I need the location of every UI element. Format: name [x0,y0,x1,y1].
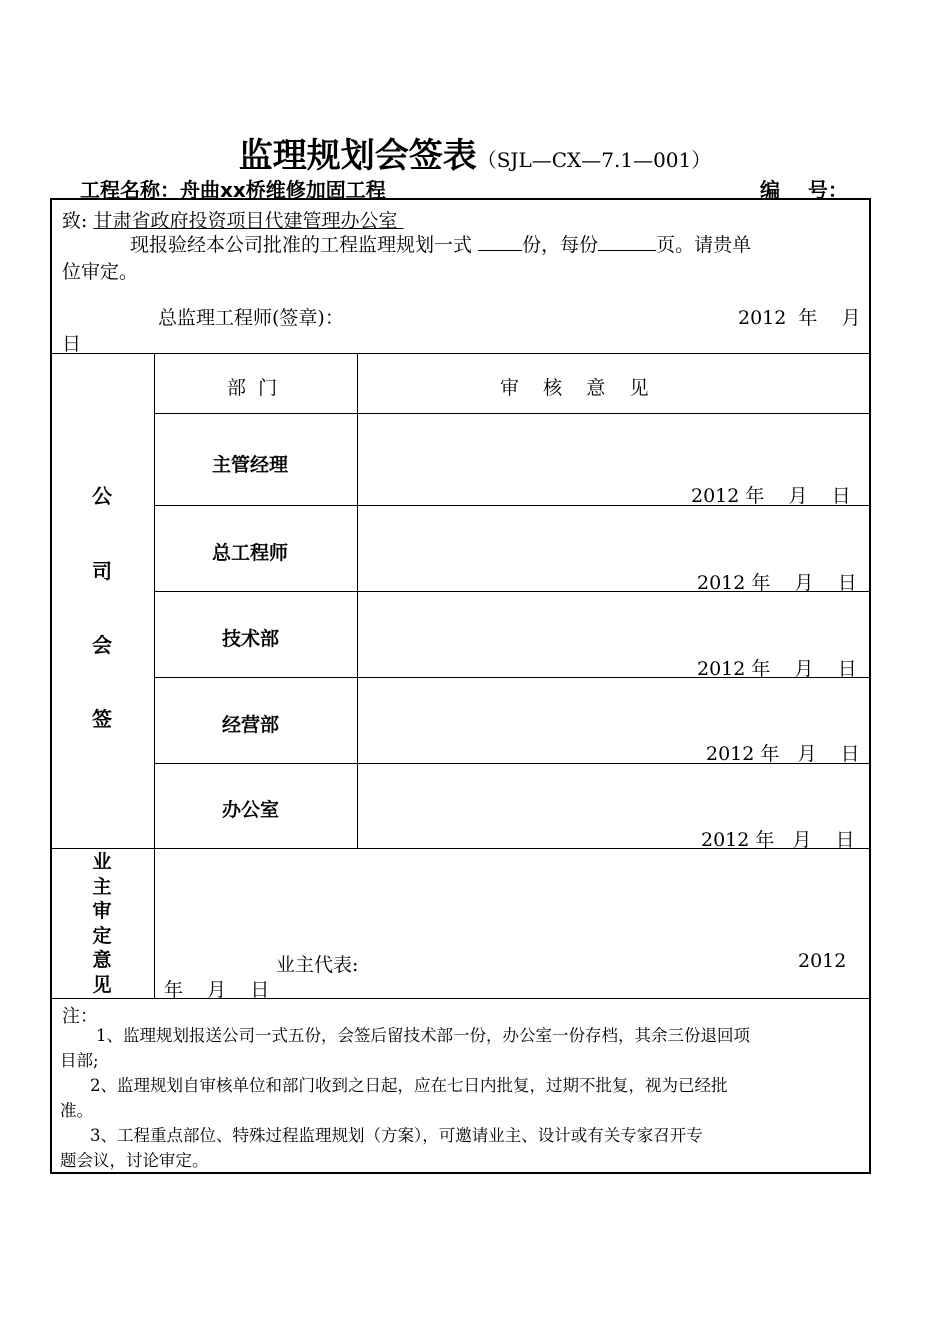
dept-name: 技术部 [222,628,280,650]
request-copies-suffix: 份，每份 [522,234,599,256]
note-item: 3、工程重点部位、特殊过程监理规划（方案），可邀请业主、设计或有关专家召开专 [90,1126,703,1145]
note-item: 1、监理规划报送公司一式五份，会签后留技术部一份，办公室一份存档，其余三份退回项 [96,1026,750,1045]
divider [357,353,358,848]
owner-section-label: 业 主 审 定 意 见 [92,851,112,996]
company-label-3: 会 [92,633,112,657]
owner-date-year: 2012 [798,950,847,972]
dept-name: 总工程师 [212,542,289,564]
to-label: 致: [62,210,88,232]
dept-date: 2012 年 月 日 [706,743,860,765]
dept-date: 2012 年 月 日 [691,485,851,507]
col-opinion: 审 核 意 见 [500,377,649,399]
project-label: 工程名称： [80,178,180,202]
company-label-2: 司 [92,559,112,583]
owner-rep-label: 业主代表: [276,954,359,976]
owner-date-rest: 年 月 日 [164,979,270,1001]
divider [154,413,869,414]
dept-date: 2012 年 月 日 [697,658,857,680]
chief-engineer-label: 总监理工程师(签章)： [158,307,344,329]
dept-name: 办公室 [222,799,280,821]
divider [154,353,155,998]
notes-block [60,1023,860,1173]
note-item: 目部; [60,1051,99,1070]
note-item: 准。 [60,1101,93,1120]
to-row [62,206,404,233]
number-label: 编 号： [760,178,848,202]
copies-blank[interactable] [478,231,522,251]
request-line [130,230,751,257]
recipient: 甘肃省政府投资项目代建管理办公室 [93,210,398,232]
dept-date: 2012 年 月 日 [697,572,857,594]
col-department: 部 门 [227,377,278,399]
pages-blank[interactable] [598,231,656,251]
note-item: 2、监理规划自审核单位和部门收到之日起，应在七日内批复，过期不批复，视为已经批 [90,1076,728,1095]
chief-date-year: 2012 年 月 [738,307,861,329]
divider [52,353,869,354]
request-pages-suffix: 页。请贵单 [656,234,752,256]
company-label-4: 签 [92,707,112,731]
note-item: 题会议，讨论审定。 [60,1151,209,1170]
notes-label: 注： [62,1006,98,1027]
form-code: （SJL—CX—7.1—001） [476,148,712,172]
chief-date-day: 日 [62,333,82,355]
dept-name: 经营部 [222,714,280,736]
project-name: 舟曲xx桥维修加固工程 [180,178,386,202]
company-label-1: 公 [92,484,112,508]
dept-name: 主管经理 [212,454,289,476]
dept-date: 2012 年 月 日 [701,829,855,851]
request-prefix: 现报验经本公司批准的工程监理规划一式 [130,234,473,256]
title-text: 监理规划会签表 [238,136,477,176]
form-title [0,128,950,177]
request-line2: 位审定。 [62,261,139,283]
